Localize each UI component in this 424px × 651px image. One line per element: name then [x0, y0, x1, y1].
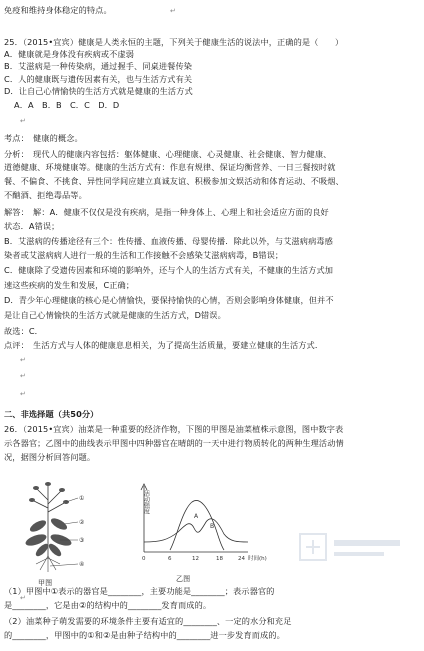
- analysis-line: 道德健康、环境健康等。健康的生活方式有：作息有规律、保证均衡营养、一日三餐按时就: [4, 162, 336, 172]
- sub-question-line: 的________，甲图中的①和②是由种子结构中的________进一步发育而成的。: [4, 630, 285, 640]
- paragraph-mark: ↵: [20, 594, 26, 602]
- organ-number: ①: [79, 495, 85, 502]
- curve-a: [144, 519, 248, 542]
- solution-line: 是让自己心情愉快的生活方式就是健康的生活方式，D错误。: [4, 310, 226, 320]
- x-unit: 时间(h): [248, 556, 267, 562]
- solution-line: 状态．A错误；: [4, 221, 60, 231]
- figure-yi-label: 乙图: [176, 575, 191, 583]
- analysis-line: 不酗酒、拒绝毒品等。: [4, 190, 87, 200]
- q26-line: 26．（2015•宜宾）油菜是一种重要的经济作物，下图的甲图是油菜植株示意图，图中数字表: [4, 424, 344, 434]
- answer-line: 故选：C．: [4, 326, 43, 336]
- x-tick: 18: [216, 556, 223, 562]
- paragraph-mark: ↵: [20, 356, 26, 364]
- organ-number: ④: [79, 561, 85, 568]
- comment-line: 点评： 生活方式与人体的健康息息相关，为了提高生活质量，要建立健康的生活方式．: [4, 340, 324, 350]
- analysis-line: 分析： 现代人的健康内容包括：躯体健康、心理健康、心灵健康、社会健康、智力健康、: [4, 149, 332, 159]
- figure-jia-label: 甲图: [38, 579, 53, 587]
- watermark-logo: [296, 528, 408, 568]
- section-heading: 二、非选择题（共50分）: [4, 409, 99, 419]
- paragraph-mark: ↵: [170, 7, 176, 15]
- curve-b: [170, 500, 224, 550]
- solution-line: D．青少年心理健康的核心是心情愉快，要保持愉快的心情，否则会影响身体健康，但并不: [4, 295, 334, 305]
- x-tick: 12: [192, 556, 199, 562]
- paragraph-mark: ↵: [20, 390, 26, 398]
- analysis-kaodian: 考点： 健康的概念。: [4, 133, 83, 143]
- q25-option-a: A．健康就是身体没有疾病或不虚弱: [4, 49, 135, 59]
- y-axis-label: 活动强度: [142, 490, 150, 514]
- x-tick: 6: [168, 556, 172, 562]
- organ-number: ③: [79, 537, 85, 544]
- q25-option-c: C．人的健康既与遗传因素有关，也与生活方式有关: [4, 74, 193, 84]
- x-tick: 24: [238, 556, 245, 562]
- top-line: 免疫和维持身体稳定的特点。: [4, 5, 112, 15]
- x-tick: 0: [142, 556, 146, 562]
- solution-line: B．艾滋病的传播途径有三个：性传播、血液传播、母婴传播．除此以外，与艾滋病病毒感: [4, 236, 333, 246]
- sub-question-line: 是________，它是由②的结构中的________发育而成的。: [4, 600, 212, 610]
- organ-number: ②: [79, 519, 85, 526]
- paragraph-mark: ↵: [20, 117, 26, 125]
- solution-line: 速这些疾病的发生和发展，C正确；: [4, 280, 135, 290]
- q25-option-b: B．艾滋病是一种传染病，通过握手、同桌进餐传染: [4, 61, 193, 71]
- q25-stem: 25．（2015•宜宾）健康是人类永恒的主题，下列关于健康生活的说法中，正确的是（ ）: [4, 37, 344, 47]
- q25-option-d: D．让自己心情愉快的生活方式就是健康的生活方式: [4, 86, 193, 96]
- paragraph-mark: ↵: [20, 372, 26, 380]
- sub-question-line: （1）甲图中①表示的器官是________，主要功能是________；表示器官的: [4, 586, 275, 596]
- rapeseed-plant-figure: [10, 478, 90, 578]
- q25-choices: A．A B．B C．C D．D: [14, 100, 120, 110]
- curve-label-b: B: [210, 523, 215, 530]
- analysis-line: 餐、不偏食、不挑食、异性同学间应建立真诚友谊、积极参加文娱活动和体育运动、不吸烟、: [4, 176, 344, 186]
- solution-line: 染者或艾滋病病人进行一般的生活和工作接触不会感染艾滋病病毒，B错误；: [4, 250, 284, 260]
- solution-line: 解答： 解：A．健康不仅仅是没有疾病，是指一种身体上、心理上和社会适应方面的良好: [4, 207, 329, 217]
- q26-line: 示各器官；乙图中的曲线表示甲图中四种器官在晴朗的一天中进行物质转化的两种生理活动情: [4, 438, 344, 448]
- curve-label-a: A: [194, 513, 199, 520]
- q26-line: 况，据图分析回答问题。: [4, 452, 96, 462]
- activity-curve-figure: [130, 480, 280, 572]
- sub-question-line: （2）油菜种子萌发需要的环境条件主要有适宜的________、一定的水分和充足: [4, 616, 292, 626]
- solution-line: C．健康除了受遗传因素和环境的影响外，还与个人的生活方式有关，不健康的生活方式加: [4, 265, 334, 275]
